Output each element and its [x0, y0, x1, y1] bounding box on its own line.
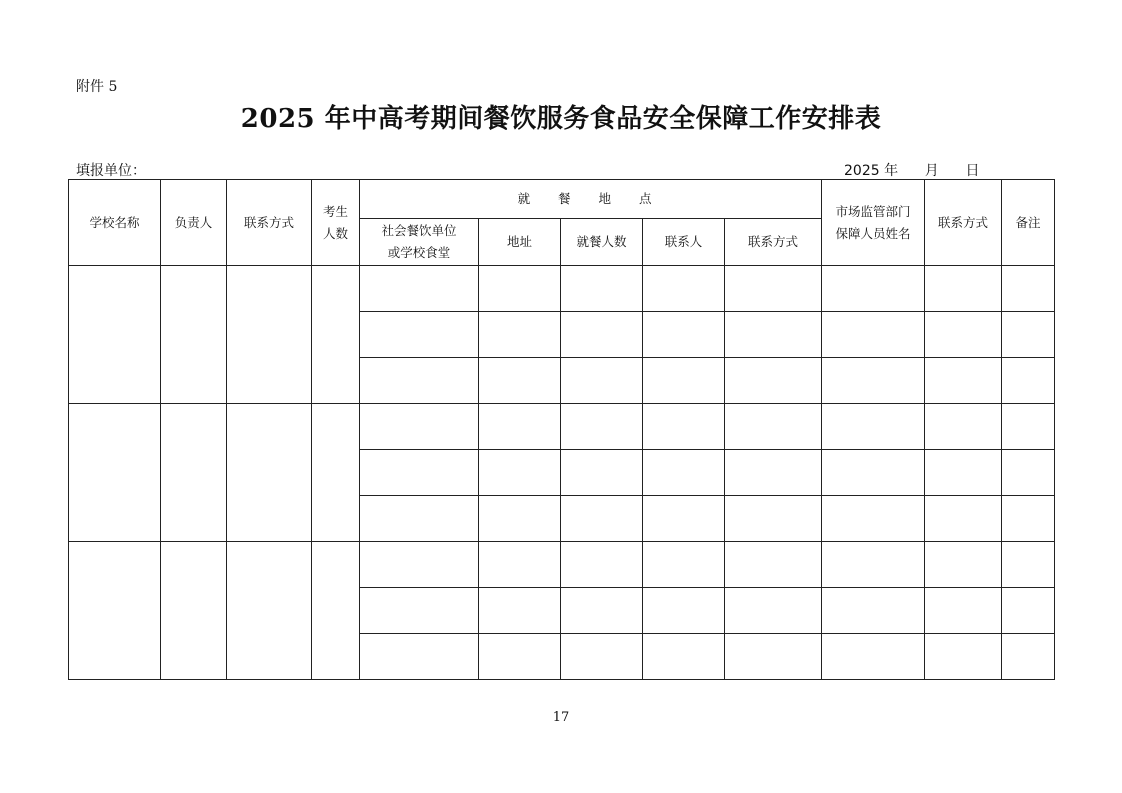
cell-contact-method[interactable] [725, 450, 822, 496]
cell-contact-2[interactable] [925, 358, 1002, 404]
cell-market-staff[interactable] [822, 312, 925, 358]
page-title: 2025 年中高考期间餐饮服务食品安全保障工作安排表 [240, 104, 882, 134]
cell-address[interactable] [479, 312, 561, 358]
cell-address[interactable] [479, 588, 561, 634]
cell-contact-person[interactable] [643, 588, 725, 634]
cell-diner-count[interactable] [561, 358, 643, 404]
cell-contact-method[interactable] [725, 542, 822, 588]
header-contact-person: 联系人 [643, 219, 725, 266]
cell-contact[interactable] [227, 404, 312, 542]
cell-contact-2[interactable] [925, 542, 1002, 588]
cell-remarks[interactable] [1002, 312, 1055, 358]
header-remarks: 备注 [1002, 180, 1055, 266]
cell-canteen[interactable] [360, 496, 479, 542]
cell-contact-person[interactable] [643, 450, 725, 496]
cell-contact-2[interactable] [925, 450, 1002, 496]
cell-contact-2[interactable] [925, 266, 1002, 312]
cell-diner-count[interactable] [561, 312, 643, 358]
cell-school-name[interactable] [69, 404, 161, 542]
cell-contact-2[interactable] [925, 312, 1002, 358]
cell-canteen[interactable] [360, 358, 479, 404]
cell-remarks[interactable] [1002, 450, 1055, 496]
cell-diner-count[interactable] [561, 450, 643, 496]
cell-address[interactable] [479, 450, 561, 496]
cell-address[interactable] [479, 404, 561, 450]
cell-canteen[interactable] [360, 404, 479, 450]
cell-diner-count[interactable] [561, 588, 643, 634]
cell-remarks[interactable] [1002, 266, 1055, 312]
cell-contact-method[interactable] [725, 358, 822, 404]
cell-contact-person[interactable] [643, 496, 725, 542]
header-canteen-text: 社会餐饮单位 或学校食堂 [381, 223, 457, 260]
cell-market-staff[interactable] [822, 266, 925, 312]
date-year: 2025 年 [844, 163, 899, 179]
cell-diner-count[interactable] [561, 496, 643, 542]
table-body [69, 266, 1055, 680]
cell-contact-person[interactable] [643, 634, 725, 680]
cell-school-name[interactable] [69, 266, 161, 404]
table-row [69, 266, 1055, 312]
cell-remarks[interactable] [1002, 634, 1055, 680]
cell-remarks[interactable] [1002, 496, 1055, 542]
header-contact-2: 联系方式 [925, 180, 1002, 266]
cell-contact-person[interactable] [643, 542, 725, 588]
cell-market-staff[interactable] [822, 634, 925, 680]
cell-market-staff[interactable] [822, 404, 925, 450]
header-contact: 联系方式 [227, 180, 312, 266]
cell-canteen[interactable] [360, 312, 479, 358]
fill-unit-label: 填报单位： [76, 163, 146, 179]
cell-contact-person[interactable] [643, 266, 725, 312]
cell-school-name[interactable] [69, 542, 161, 680]
cell-market-staff[interactable] [822, 450, 925, 496]
header-contact-method: 联系方式 [725, 219, 822, 266]
header-market-staff [822, 180, 925, 266]
cell-contact-2[interactable] [925, 496, 1002, 542]
cell-contact-person[interactable] [643, 404, 725, 450]
cell-contact[interactable] [227, 542, 312, 680]
header-market-staff-text: 市场监管部门 保障人员姓名 [835, 203, 911, 241]
header-person-in-charge: 负责人 [161, 180, 227, 266]
cell-remarks[interactable] [1002, 404, 1055, 450]
cell-contact-method[interactable] [725, 588, 822, 634]
report-date [844, 160, 980, 180]
cell-contact-person[interactable] [643, 358, 725, 404]
cell-person-in-charge[interactable] [161, 266, 227, 404]
cell-canteen[interactable] [360, 266, 479, 312]
cell-contact-method[interactable] [725, 496, 822, 542]
cell-canteen[interactable] [360, 450, 479, 496]
cell-diner-count[interactable] [561, 542, 643, 588]
cell-contact-person[interactable] [643, 312, 725, 358]
arrangement-table [68, 179, 1055, 680]
cell-canteen[interactable] [360, 588, 479, 634]
cell-person-in-charge[interactable] [161, 404, 227, 542]
header-canteen [360, 219, 479, 266]
page-number: 17 [552, 710, 570, 725]
cell-contact-method[interactable] [725, 266, 822, 312]
cell-canteen[interactable] [360, 542, 479, 588]
cell-canteen[interactable] [360, 634, 479, 680]
header-address: 地址 [479, 219, 561, 266]
table-row [69, 404, 1055, 450]
cell-contact-method[interactable] [725, 634, 822, 680]
cell-contact-2[interactable] [925, 404, 1002, 450]
cell-market-staff[interactable] [822, 496, 925, 542]
cell-remarks[interactable] [1002, 358, 1055, 404]
cell-contact-2[interactable] [925, 588, 1002, 634]
cell-market-staff[interactable] [822, 542, 925, 588]
cell-remarks[interactable] [1002, 542, 1055, 588]
date-day: 日 [965, 163, 980, 179]
date-month: 月 [924, 163, 939, 179]
cell-diner-count[interactable] [561, 404, 643, 450]
cell-students[interactable] [312, 404, 360, 542]
cell-address[interactable] [479, 266, 561, 312]
header-school-name: 学校名称 [69, 180, 161, 266]
cell-address[interactable] [479, 542, 561, 588]
header-students [312, 180, 360, 266]
cell-diner-count[interactable] [561, 634, 643, 680]
cell-market-staff[interactable] [822, 588, 925, 634]
table-row [69, 542, 1055, 588]
cell-person-in-charge[interactable] [161, 542, 227, 680]
header-diner-count: 就餐人数 [561, 219, 643, 266]
cell-remarks[interactable] [1002, 588, 1055, 634]
cell-contact-method[interactable] [725, 312, 822, 358]
cell-market-staff[interactable] [822, 358, 925, 404]
cell-diner-count[interactable] [561, 266, 643, 312]
cell-contact[interactable] [227, 266, 312, 404]
cell-contact-2[interactable] [925, 634, 1002, 680]
cell-address[interactable] [479, 496, 561, 542]
cell-students[interactable] [312, 266, 360, 404]
header-dining-location: 就 餐 地 点 [360, 180, 822, 219]
cell-students[interactable] [312, 542, 360, 680]
cell-address[interactable] [479, 358, 561, 404]
header-students-text: 考生 人数 [322, 203, 348, 241]
cell-contact-method[interactable] [725, 404, 822, 450]
cell-address[interactable] [479, 634, 561, 680]
attachment-label: 附件 5 [76, 79, 118, 95]
